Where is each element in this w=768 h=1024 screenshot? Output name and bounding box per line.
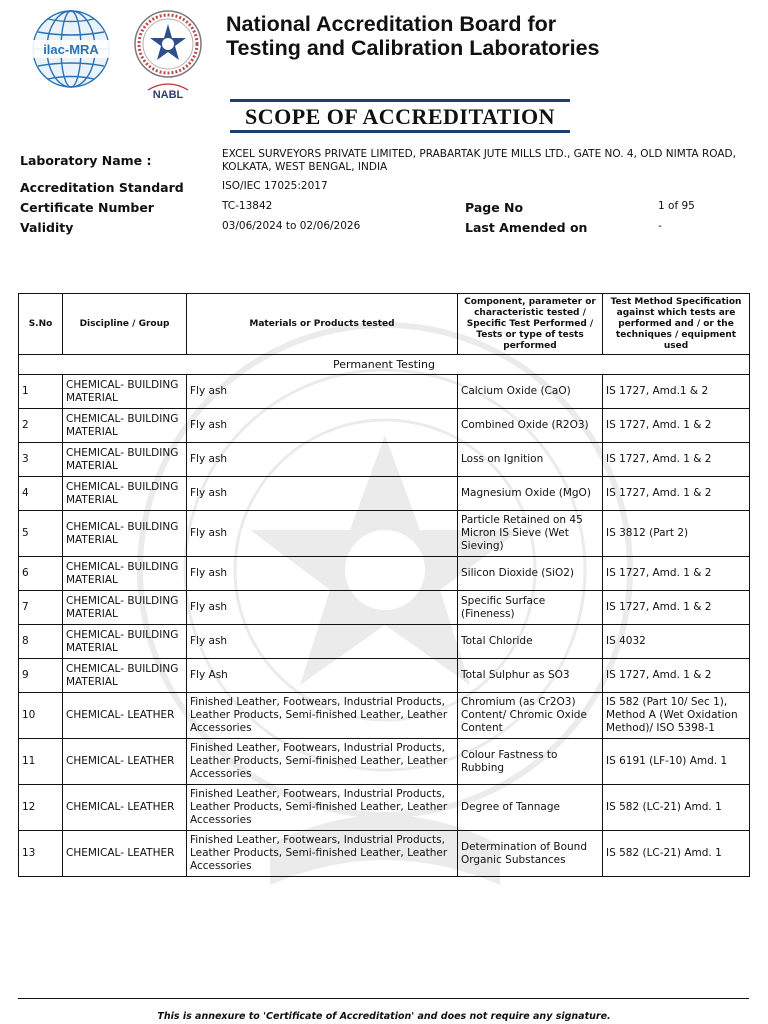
cell-discipline: CHEMICAL- BUILDING MATERIAL: [63, 443, 187, 477]
header-parameter: Component, parameter or characteristic tested / Specific Test Performed / Tests or type of tests performed: [458, 294, 603, 355]
cell-discipline: CHEMICAL- BUILDING MATERIAL: [63, 409, 187, 443]
cell-discipline: CHEMICAL- LEATHER: [63, 693, 187, 739]
cell-sno: 2: [19, 409, 63, 443]
cell-sno: 1: [19, 375, 63, 409]
header-sno: S.No: [19, 294, 63, 355]
cell-discipline: CHEMICAL- BUILDING MATERIAL: [63, 659, 187, 693]
cell-parameter: Combined Oxide (R2O3): [458, 409, 603, 443]
cell-discipline: CHEMICAL- BUILDING MATERIAL: [63, 375, 187, 409]
footer-note: This is annexure to 'Certificate of Accreditation' and does not require any signature.: [157, 1011, 611, 1022]
cell-parameter: Magnesium Oxide (MgO): [458, 477, 603, 511]
cell-discipline: CHEMICAL- BUILDING MATERIAL: [63, 511, 187, 557]
cell-material: Finished Leather, Footwears, Industrial Products, Leather Products, Semi-finished Leather, Leather Accessories: [187, 831, 458, 877]
validity-value: 03/06/2024 to 02/06/2026: [222, 220, 361, 232]
cell-parameter: Total Sulphur as SO3: [458, 659, 603, 693]
table-row: [19, 375, 750, 409]
lab-name-value: [222, 148, 752, 174]
scope-top-rule: [230, 99, 570, 102]
header-discipline: Discipline / Group: [63, 294, 187, 355]
cell-method: IS 582 (Part 10/ Sec 1), Method A (Wet Oxidation Method)/ ISO 5398-1: [603, 693, 750, 739]
cell-method: IS 1727, Amd. 1 & 2: [603, 591, 750, 625]
nabl-logo: [132, 8, 204, 100]
cell-discipline: CHEMICAL- BUILDING MATERIAL: [63, 625, 187, 659]
cell-sno: 11: [19, 739, 63, 785]
table-row: [19, 831, 750, 877]
cell-material: Fly ash: [187, 477, 458, 511]
cell-discipline: CHEMICAL- LEATHER: [63, 831, 187, 877]
cell-material: Finished Leather, Footwears, Industrial Products, Leather Products, Semi-finished Leather, Leather Accessories: [187, 739, 458, 785]
cell-parameter: Chromium (as Cr2O3) Content/ Chromic Oxide Content: [458, 693, 603, 739]
cell-parameter: Calcium Oxide (CaO): [458, 375, 603, 409]
table-row: [19, 739, 750, 785]
scope-table: [18, 293, 750, 877]
cell-material: Fly ash: [187, 591, 458, 625]
scope-bottom-rule: [230, 130, 570, 133]
table-row: [19, 591, 750, 625]
cell-discipline: CHEMICAL- BUILDING MATERIAL: [63, 477, 187, 511]
cell-method: IS 582 (LC-21) Amd. 1: [603, 785, 750, 831]
cell-parameter: Loss on Ignition: [458, 443, 603, 477]
cell-parameter: Degree of Tannage: [458, 785, 603, 831]
nabl-logo-text: NABL: [152, 89, 184, 100]
cell-sno: 9: [19, 659, 63, 693]
table-row: [19, 409, 750, 443]
cell-discipline: CHEMICAL- LEATHER: [63, 785, 187, 831]
cell-material: Fly Ash: [187, 659, 458, 693]
cell-sno: 10: [19, 693, 63, 739]
cell-method: IS 3812 (Part 2): [603, 511, 750, 557]
org-title-line1: National Accreditation Board for: [226, 12, 557, 36]
cell-parameter: Specific Surface (Fineness): [458, 591, 603, 625]
section-row: [19, 355, 750, 375]
table-row: [19, 659, 750, 693]
table-row: [19, 785, 750, 831]
certificate-value: TC-13842: [222, 200, 273, 212]
cell-material: Fly ash: [187, 557, 458, 591]
cell-parameter: Total Chloride: [458, 625, 603, 659]
lab-name-line1: EXCEL SURVEYORS PRIVATE LIMITED, PRABARTAK JUTE MILLS LTD., GATE NO. 4, OLD NIMTA ROAD,: [222, 148, 736, 160]
validity-label: Validity: [20, 220, 74, 235]
ilac-logo-text: ilac-MRA: [43, 42, 99, 57]
cell-material: Fly ash: [187, 511, 458, 557]
cell-material: Finished Leather, Footwears, Industrial Products, Leather Products, Semi-finished Leather, Leather Accessories: [187, 785, 458, 831]
cell-method: IS 1727, Amd. 1 & 2: [603, 557, 750, 591]
cell-method: IS 6191 (LF-10) Amd. 1: [603, 739, 750, 785]
cell-parameter: Silicon Dioxide (SiO2): [458, 557, 603, 591]
standard-value: ISO/IEC 17025:2017: [222, 180, 328, 192]
cell-method: IS 1727, Amd. 1 & 2: [603, 659, 750, 693]
last-amended-value: -: [658, 220, 662, 232]
cell-sno: 5: [19, 511, 63, 557]
table-row: [19, 511, 750, 557]
page-no-value: 1 of 95: [658, 200, 695, 212]
lab-name-line2: KOLKATA, WEST BENGAL, INDIA: [222, 161, 388, 173]
lab-name-label: Laboratory Name :: [20, 153, 152, 168]
organization-title: [226, 12, 746, 60]
page-no-label: Page No: [465, 200, 524, 215]
ilac-mra-logo: [30, 8, 112, 90]
cell-sno: 8: [19, 625, 63, 659]
cell-parameter: Particle Retained on 45 Micron IS Sieve (Wet Sieving): [458, 511, 603, 557]
cell-method: IS 4032: [603, 625, 750, 659]
header-method: Test Method Specification against which tests are performed and / or the techniques / equipment used: [603, 294, 750, 355]
cell-sno: 6: [19, 557, 63, 591]
cell-sno: 7: [19, 591, 63, 625]
scope-heading: [230, 99, 570, 133]
cell-parameter: Colour Fastness to Rubbing: [458, 739, 603, 785]
org-title-line2: Testing and Calibration Laboratories: [226, 36, 600, 60]
cell-material: Fly ash: [187, 443, 458, 477]
cell-method: IS 582 (LC-21) Amd. 1: [603, 831, 750, 877]
cell-sno: 4: [19, 477, 63, 511]
cell-material: Fly ash: [187, 375, 458, 409]
cell-parameter: Determination of Bound Organic Substances: [458, 831, 603, 877]
table-row: [19, 477, 750, 511]
table-row: [19, 557, 750, 591]
cell-material: Fly ash: [187, 625, 458, 659]
cell-discipline: CHEMICAL- BUILDING MATERIAL: [63, 557, 187, 591]
table-row: [19, 443, 750, 477]
standard-label: Accreditation Standard: [20, 180, 184, 195]
cell-method: IS 1727, Amd. 1 & 2: [603, 409, 750, 443]
table-header-row: [19, 294, 750, 355]
last-amended-label: Last Amended on: [465, 220, 588, 235]
certificate-label: Certificate Number: [20, 200, 154, 215]
cell-discipline: CHEMICAL- LEATHER: [63, 739, 187, 785]
cell-sno: 12: [19, 785, 63, 831]
cell-method: IS 1727, Amd.1 & 2: [603, 375, 750, 409]
footer-rule: [18, 998, 749, 999]
cell-sno: 13: [19, 831, 63, 877]
table-row: [19, 625, 750, 659]
table-row: [19, 693, 750, 739]
cell-discipline: CHEMICAL- BUILDING MATERIAL: [63, 591, 187, 625]
cell-material: Fly ash: [187, 409, 458, 443]
cell-sno: 3: [19, 443, 63, 477]
scope-title: SCOPE OF ACCREDITATION: [244, 104, 556, 129]
cell-method: IS 1727, Amd. 1 & 2: [603, 477, 750, 511]
cell-material: Finished Leather, Footwears, Industrial Products, Leather Products, Semi-finished Leather, Leather Accessories: [187, 693, 458, 739]
header-materials: Materials or Products tested: [187, 294, 458, 355]
section-label: Permanent Testing: [19, 355, 750, 375]
cell-method: IS 1727, Amd. 1 & 2: [603, 443, 750, 477]
